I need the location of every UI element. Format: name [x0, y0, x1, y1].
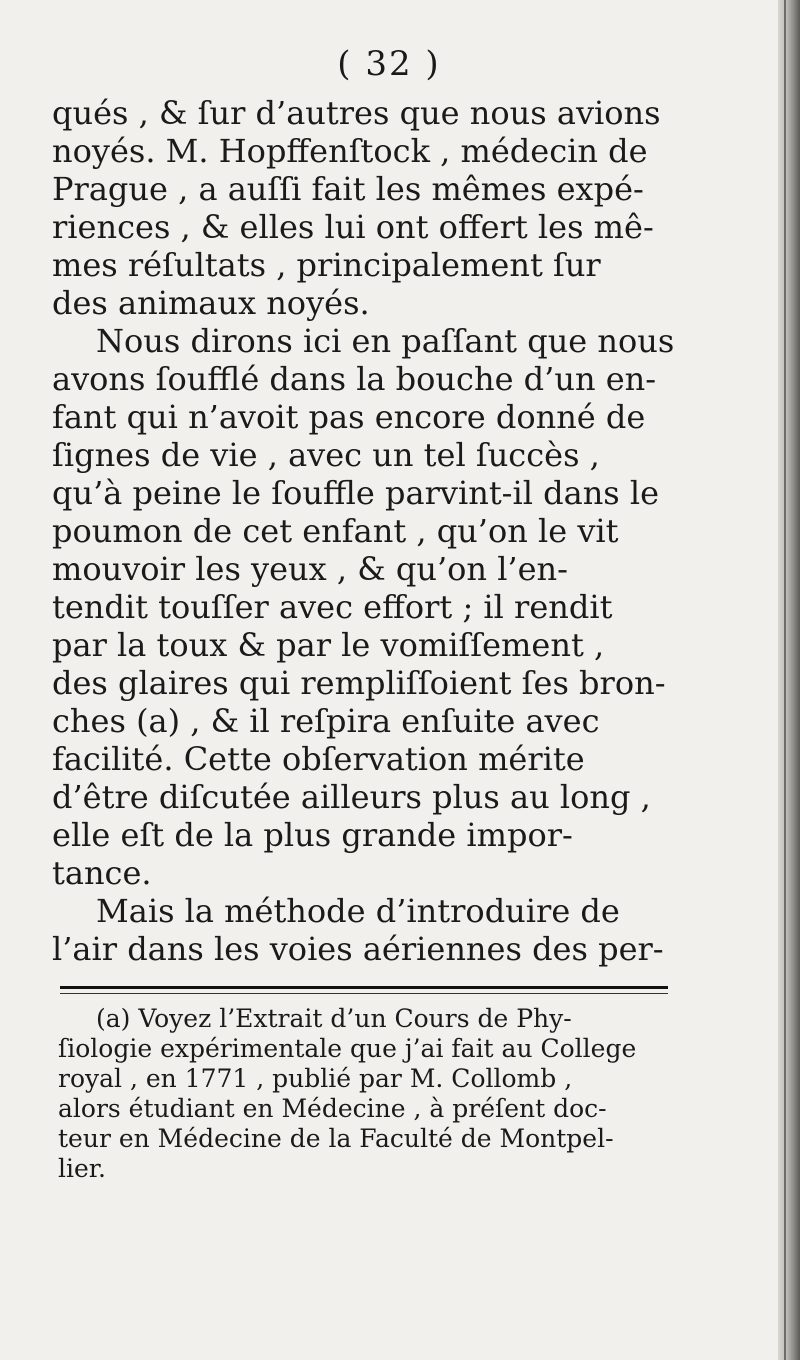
body-line: par la toux & par le vomiſſement ,: [52, 626, 605, 664]
footnote-rule: [60, 986, 668, 989]
page-number: ( 32 ): [337, 44, 441, 84]
body-line: ches (a) , & il reſpira enſuite avec: [52, 702, 600, 740]
body-line: l’air dans les voies aériennes des per-: [52, 930, 664, 968]
body-line: avons ſoufflé dans la bouche d’un en-: [52, 360, 657, 398]
footnote-line: lier.: [58, 1154, 106, 1183]
footnote-line: alors étudiant en Médecine , à préſent doc-: [58, 1094, 607, 1123]
footnote-line: ſiologie expérimentale que j’ai fait au College: [58, 1034, 637, 1063]
footnote-line: (a) Voyez l’Extrait d’un Cours de Phy-: [96, 1004, 572, 1033]
body-line: elle eſt de la plus grande impor-: [52, 816, 573, 854]
footnote-line: royal , en 1771 , publié par M. Collomb ,: [58, 1064, 573, 1093]
body-line: poumon de cet enfant , qu’on le vit: [52, 512, 619, 550]
body-line: qués , & ſur d’autres que nous avions: [52, 94, 661, 132]
body-line: des animaux noyés.: [52, 284, 370, 322]
body-line: mes réſultats , principalement ſur: [52, 246, 601, 284]
footnote-rule-thin: [60, 993, 668, 994]
body-line: fant qui n’avoit pas encore donné de: [52, 398, 646, 436]
body-line: noyés. M. Hopffenſtock , médecin de: [52, 132, 648, 170]
body-line: riences , & elles lui ont offert les mê-: [52, 208, 654, 246]
body-line: des glaires qui rempliſſoient ſes bron-: [52, 664, 666, 702]
body-line: tendit touſſer avec effort ; il rendit: [52, 588, 613, 626]
body-line: Nous dirons ici en paſſant que nous: [96, 322, 675, 360]
body-line: mouvoir les yeux , & qu’on l’en-: [52, 550, 568, 588]
body-line: d’être diſcutée ailleurs plus au long ,: [52, 778, 651, 816]
footnote-line: teur en Médecine de la Faculté de Montpel-: [58, 1124, 614, 1153]
page-edge-line: [784, 0, 786, 1360]
body-line: ſignes de vie , avec un tel ſuccès ,: [52, 436, 600, 474]
body-line: Mais la méthode d’introduire de: [96, 892, 620, 930]
body-line: tance.: [52, 854, 152, 892]
page-edge-shadow: [778, 0, 800, 1360]
body-line: qu’à peine le ſouffle parvint-il dans le: [52, 474, 660, 512]
body-line: Prague , a auſſi fait les mêmes expé-: [52, 170, 644, 208]
body-line: facilité. Cette obſervation mérite: [52, 740, 585, 778]
